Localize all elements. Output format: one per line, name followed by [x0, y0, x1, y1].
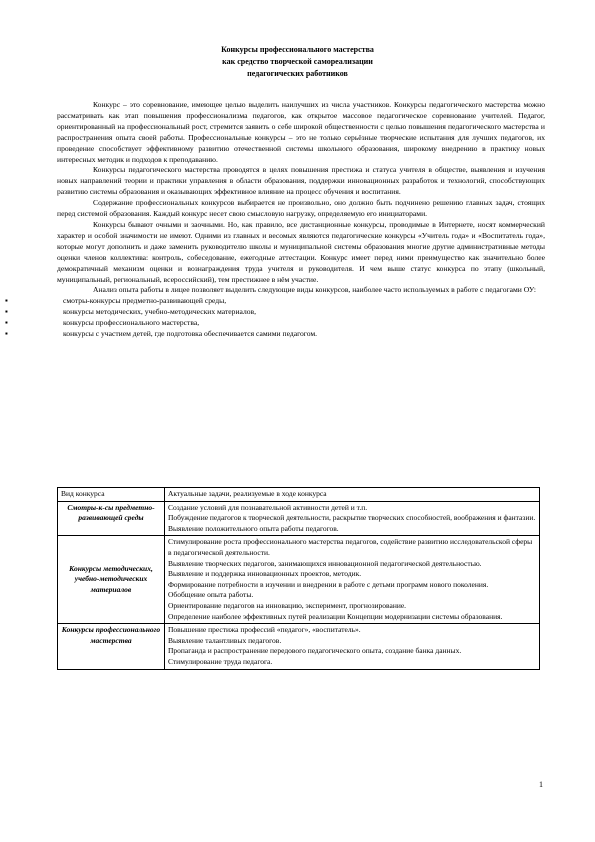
title-line-2: как средство творческой самореализации: [222, 57, 373, 66]
task-line: Стимулирование труда педагога.: [168, 656, 273, 666]
document-title: [0, 44, 595, 80]
title-line-3: педагогических работников: [247, 69, 348, 78]
task-line: Выявление талантливых педагогов.: [168, 635, 282, 645]
page-number: 1: [539, 780, 543, 789]
table-row: [58, 536, 540, 624]
list-item: ▪ конкурсы профессионального мастерства,: [57, 318, 545, 329]
cell-tasks: [165, 624, 540, 669]
task-line: Выявление и поддержка инновационных проектов, методик.: [168, 569, 362, 579]
task-line: Формирование потребности в изучении и внедрении в работе с детьми программ нового поколения.: [168, 579, 489, 589]
task-line: Определение наиболее эффективных путей реализации Концепции модернизации системы образования.: [168, 611, 503, 621]
paragraph-5: Анализ опыта работы в лицее позволяет выделить следующие виды конкурсов, наиболее часто используемых в работе с педагогами ОУ:: [93, 285, 537, 295]
paragraph-4: Конкурсы бывают очными и заочными. Но, как правило, все дистанционные конкурсы, проводимые в Интернете, носят коммерческий характер и особой значимости не имеют. Одними из главных и весомых являются педагогические конкурсы «Учитель года» и «Воспитатель года», которые могут дополнить и даже заменить руководителю школы и муниципальной системы образования многие другие административные методы оценки членов коллектива: контроль, собеседование, ежегодные аттестации. Конкурс имеет перед ними преимущество как значительно более демократичный механизм оценки и вознаграждения труда учителя и руководителя. И чем выше статус конкурса по этапу (школьный, муниципальный, региональный, всероссийский), тем престижнее в нём участие.: [57, 219, 545, 284]
cell-tasks: [165, 536, 540, 624]
paragraph-2: Конкурсы педагогического мастерства проводятся в целях повышения престижа и статуса учителя в обществе, выявления и изучения новых направлений теории и практики управления в области образования, поддержки инновационных разработок и технологий, способствующих развитию системы образования и оказывающих эффективное влияние на процесс обучения и воспитания.: [57, 165, 545, 197]
task-line: Побуждение педагогов к творческой деятельности, раскрытие творческих способностей, воображения и фантазии.: [168, 513, 536, 523]
task-line: Выявление положительного опыта работы педагогов.: [168, 523, 339, 533]
cell-type: Конкурсы методических, учебно-методических материалов: [58, 536, 165, 624]
task-line: Создание условий для познавательной активности детей и т.п.: [168, 502, 368, 512]
task-line: Ориентирование педагогов на инновацию, эксперимент, прогнозирование.: [168, 600, 407, 610]
table-header-row: [58, 488, 540, 502]
list-item: ▪ конкурсы методических, учебно-методических материалов,: [57, 307, 545, 318]
competition-types-list: [57, 296, 545, 340]
header-tasks: Актуальные задачи, реализуемые в ходе конкурса: [165, 488, 540, 502]
cell-type: Смотры-к-сы предметно-развивающей среды: [58, 501, 165, 536]
task-line: Выявление творческих педагогов, занимающихся инновационной педагогической деятельностью.: [168, 558, 482, 568]
cell-type: Конкурсы профессионального мастерства: [58, 624, 165, 669]
title-line-1: Конкурсы профессионального мастерства: [221, 45, 374, 54]
document-body: [57, 100, 545, 340]
list-item: ▪ смотры-конкурсы предметно-развивающей среды,: [57, 296, 545, 307]
task-line: Стимулирование роста профессионального мастерства педагогов, содействие развитию исследовательской сферы в педагогической деятельности.: [168, 537, 533, 557]
table-row: [58, 624, 540, 669]
list-item: ▪ конкурсы с участием детей, где подготовка обеспечивается самими педагогом.: [57, 329, 545, 340]
paragraph-1: Конкурс – это соревнование, имеющее целью выделить наилучших из числа участников. Конкурсы педагогического мастерства можно рассматривать как этап повышения профессионализма педагогов, как открытое массовое педагогическое соревнование учителей. Педагог, ориентированный на профессиональный рост, стремится заявить о себе широкой общественности с целью повышения педагогического мастерства и распространения опыта своей работы. Профессиональные конкурсы – это не только серьёзные творческие испытания для лучших педагогов, их проведение способствует эффективному развитию отечественной системы школьного образования, широкому внедрению в практику новых интересных методик и подходов к преподаванию.: [57, 100, 545, 164]
competitions-table: [57, 487, 540, 670]
task-line: Пропаганда и распространение передового педагогического опыта, создание банка данных.: [168, 646, 462, 656]
header-type: Вид конкурса: [58, 488, 165, 502]
table-row: [58, 501, 540, 536]
paragraph-3: Содержание профессиональных конкурсов выбирается не произвольно, оно должно быть подчинено решению главных задач, стоящих перед системой образования. Каждый конкурс несет свою смысловую нагрузку, определяемую его инициаторами.: [57, 198, 545, 219]
task-line: Обобщение опыта работы.: [168, 590, 254, 600]
task-line: Повышение престижа профессий «педагог», «воспитатель».: [168, 625, 361, 635]
cell-tasks: [165, 501, 540, 536]
